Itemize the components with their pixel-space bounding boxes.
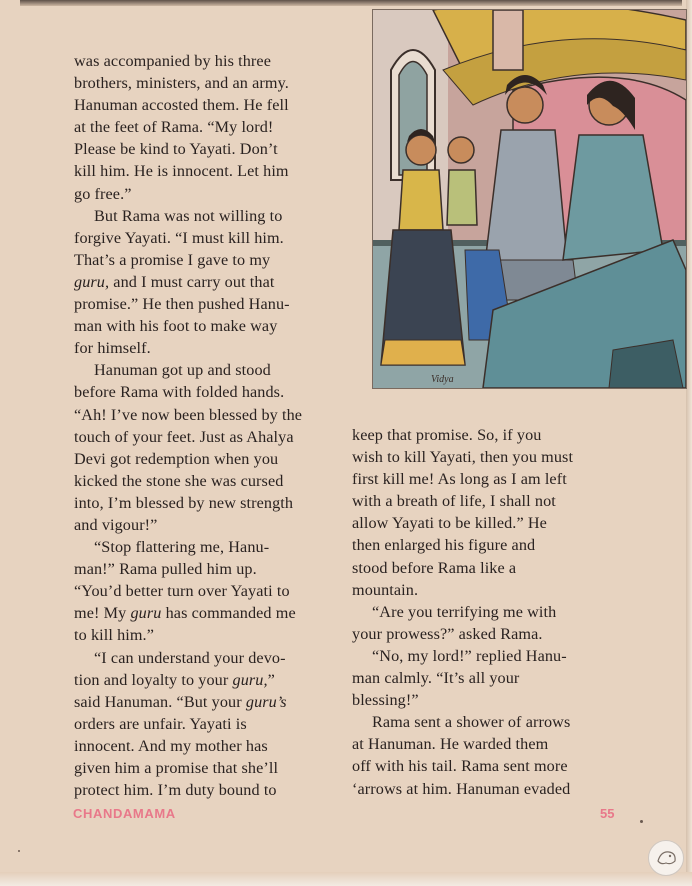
text-fragment: said Hanuman. “But your	[74, 692, 246, 711]
text-line: stood before Rama like a	[352, 558, 517, 577]
text-line: into, I’m blessed by new strength	[74, 493, 294, 512]
text-line: with a breath of life, I shall not	[352, 492, 556, 511]
paragraph	[74, 359, 336, 536]
italic-word: guru’s	[245, 692, 287, 711]
text-line: for himself.	[74, 339, 151, 358]
text-line: before Rama with folded hands.	[74, 383, 285, 402]
text-line: off with his tail. Rama sent more	[352, 757, 568, 776]
text-line: then enlarged his figure and	[352, 536, 536, 555]
text-line	[74, 271, 336, 293]
magazine-brand: CHANDAMAMA	[73, 806, 176, 821]
text-line: promise.” He then pushed Hanu-	[74, 295, 290, 314]
text-fragment: me! My	[74, 604, 131, 623]
text-fragment: ”	[267, 670, 275, 689]
illustration-drawing	[373, 10, 686, 388]
text-line: forgive Yayati. “I must kill him.	[74, 228, 284, 247]
text-line: kicked the stone she was cursed	[74, 471, 284, 490]
text-line: allow Yayati to be killed.” He	[352, 514, 547, 533]
text-line: Hanuman got up and stood	[94, 361, 271, 380]
text-line: wish to kill Yayati, then you must	[352, 448, 574, 467]
text-fragment: has commanded me	[161, 604, 296, 623]
text-line: innocent. And my mother has	[74, 736, 268, 755]
text-line: “You’d better turn over Yayati to	[74, 582, 290, 601]
text-line: “Ah! I’ve now been blessed by the	[74, 405, 303, 424]
text-line: at Hanuman. He warded them	[352, 735, 549, 754]
page-number: 55	[600, 806, 615, 821]
text-line: Devi got redemption when you	[74, 449, 279, 468]
text-line: “No, my lord!” replied Hanu-	[372, 646, 567, 665]
left-text-column	[74, 50, 336, 801]
right-text-column	[352, 424, 618, 800]
story-illustration	[372, 9, 687, 389]
text-line: brothers, ministers, and an army.	[74, 74, 289, 93]
text-fragment: tion and loyalty to your	[74, 670, 233, 689]
text-line: man calmly. “It’s all your	[352, 669, 520, 688]
text-line: Please be kind to Yayati. Don’t	[74, 140, 278, 159]
text-line: kill him. He is innocent. Let him	[74, 162, 289, 181]
text-line: go free.”	[74, 184, 132, 203]
text-line: blessing!”	[352, 691, 419, 710]
text-line	[74, 602, 336, 624]
text-line: ‘arrows at him. Hanuman evaded	[352, 779, 571, 798]
italic-word: guru,	[74, 272, 110, 291]
paragraph	[74, 647, 336, 802]
paragraph	[74, 205, 336, 360]
paragraph	[352, 711, 618, 799]
text-fragment: and I must carry out that	[109, 272, 275, 291]
paragraph	[74, 536, 336, 646]
paragraph	[352, 645, 618, 711]
text-line	[74, 669, 336, 691]
paper-speck	[18, 850, 20, 852]
page-top-edge	[20, 0, 682, 6]
text-line: orders are unfair. Yayati is	[74, 714, 247, 733]
paragraph	[352, 424, 618, 601]
text-line: man with his foot to make way	[74, 317, 278, 336]
paragraph	[74, 50, 336, 205]
paper-speck	[640, 820, 643, 823]
italic-word: guru	[130, 604, 162, 623]
text-line	[74, 691, 336, 713]
illustrator-signature: Vidya	[431, 374, 454, 385]
text-line: man!” Rama pulled him up.	[74, 560, 257, 579]
text-line: at the feet of Rama. “My lord!	[74, 118, 274, 137]
text-line: your prowess?” asked Rama.	[352, 624, 543, 643]
text-line: But Rama was not willing to	[94, 206, 283, 225]
text-line: keep that promise. So, if you	[352, 426, 542, 444]
text-line: “I can understand your devo-	[94, 648, 286, 667]
paragraph	[352, 601, 618, 645]
text-line: Rama sent a shower of arrows	[372, 713, 571, 732]
scanner-logo-icon	[648, 840, 684, 876]
text-line: given him a promise that she’ll	[74, 759, 279, 777]
text-line: touch of your feet. Just as Ahalya	[74, 427, 294, 446]
text-line: “Are you terrifying me with	[372, 602, 557, 621]
text-line: first kill me! As long as I am left	[352, 470, 567, 489]
text-line: was accompanied by his three	[74, 52, 271, 70]
text-line: protect him. I’m duty bound to	[74, 781, 277, 800]
text-line: and vigour!”	[74, 515, 158, 534]
text-line: Hanuman accosted them. He fell	[74, 96, 289, 115]
italic-word: guru,	[232, 670, 268, 689]
page-bottom-edge	[0, 872, 692, 886]
text-line: “Stop flattering me, Hanu-	[94, 538, 270, 557]
text-line: to kill him.”	[74, 626, 154, 645]
text-line: That’s a promise I gave to my	[74, 250, 271, 269]
text-line: mountain.	[352, 580, 419, 599]
